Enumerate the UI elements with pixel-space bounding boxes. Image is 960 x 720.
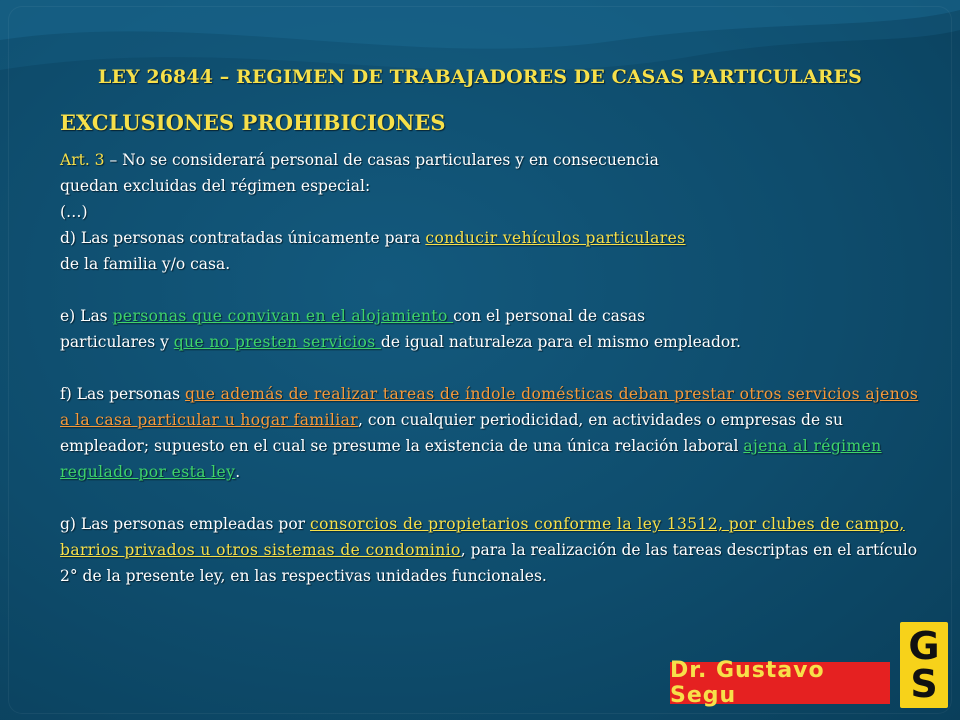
clause-f: f) Las personas que además de realizar tareas de índole domésticas deban prestar otros servicios ajenos a la casa particular u hogar familiar, con cualquier periodicidad, en actividades o empresas de su empleador; supuesto en el cual se presume la existencia de una única relación laboral ajena al régimen regulado por esta ley. — [60, 385, 919, 481]
author-signature — [670, 658, 890, 708]
logo-letter-s: S — [910, 662, 938, 706]
clause-e-line2: particulares y que no presten servicios de igual naturaleza para el mismo empleador. — [60, 333, 741, 351]
slide-subtitle: EXCLUSIONES PROHIBICIONES — [60, 110, 446, 135]
article-intro-line2: quedan excluidas del régimen especial: — [60, 177, 371, 195]
clause-d: d) Las personas contratadas únicamente para conducir vehículos particulares — [60, 229, 686, 247]
article-label: Art. 3 — [60, 151, 105, 169]
clause-e-highlight-2: que no presten servicios — [173, 333, 381, 351]
clause-f-highlight-2: ajena al régimen regulado por esta ley — [60, 437, 882, 481]
article-intro: Art. 3 – No se considerará personal de casas particulares y en consecuencia — [60, 151, 659, 169]
ellipsis: (…) — [60, 203, 88, 221]
gs-logo — [900, 622, 948, 708]
clause-e: e) Las personas que convivan en el alojamiento con el personal de casas — [60, 307, 646, 325]
clause-d-highlight: conducir vehículos particulares — [425, 229, 686, 247]
clause-e-highlight-1: personas que convivan en el alojamiento — [112, 307, 454, 325]
clause-g-highlight: consorcios de propietarios conforme la ley 13512, por clubes de campo, barrios privados u otros sistemas de condominio — [60, 515, 905, 559]
author-signature-text: Dr. Gustavo Segu — [670, 658, 825, 708]
clause-d-line2: de la familia y/o casa. — [60, 255, 231, 273]
clause-f-highlight-1: que además de realizar tareas de índole domésticas deban prestar otros servicios ajenos a la casa particular u hogar familiar — [60, 385, 919, 429]
article-body — [60, 147, 922, 589]
logo-letter-g: G — [908, 624, 940, 668]
clause-g: g) Las personas empleadas por consorcios de propietarios conforme la ley 13512, por clubes de campo, barrios privados u otros sistemas de condominio, para la realización de las tareas descriptas en el artículo 2° de la presente ley, en las respectivas unidades funcionales. — [60, 515, 918, 585]
slide-title: LEY 26844 – REGIMEN DE TRABAJADORES DE CASAS PARTICULARES — [98, 66, 862, 88]
